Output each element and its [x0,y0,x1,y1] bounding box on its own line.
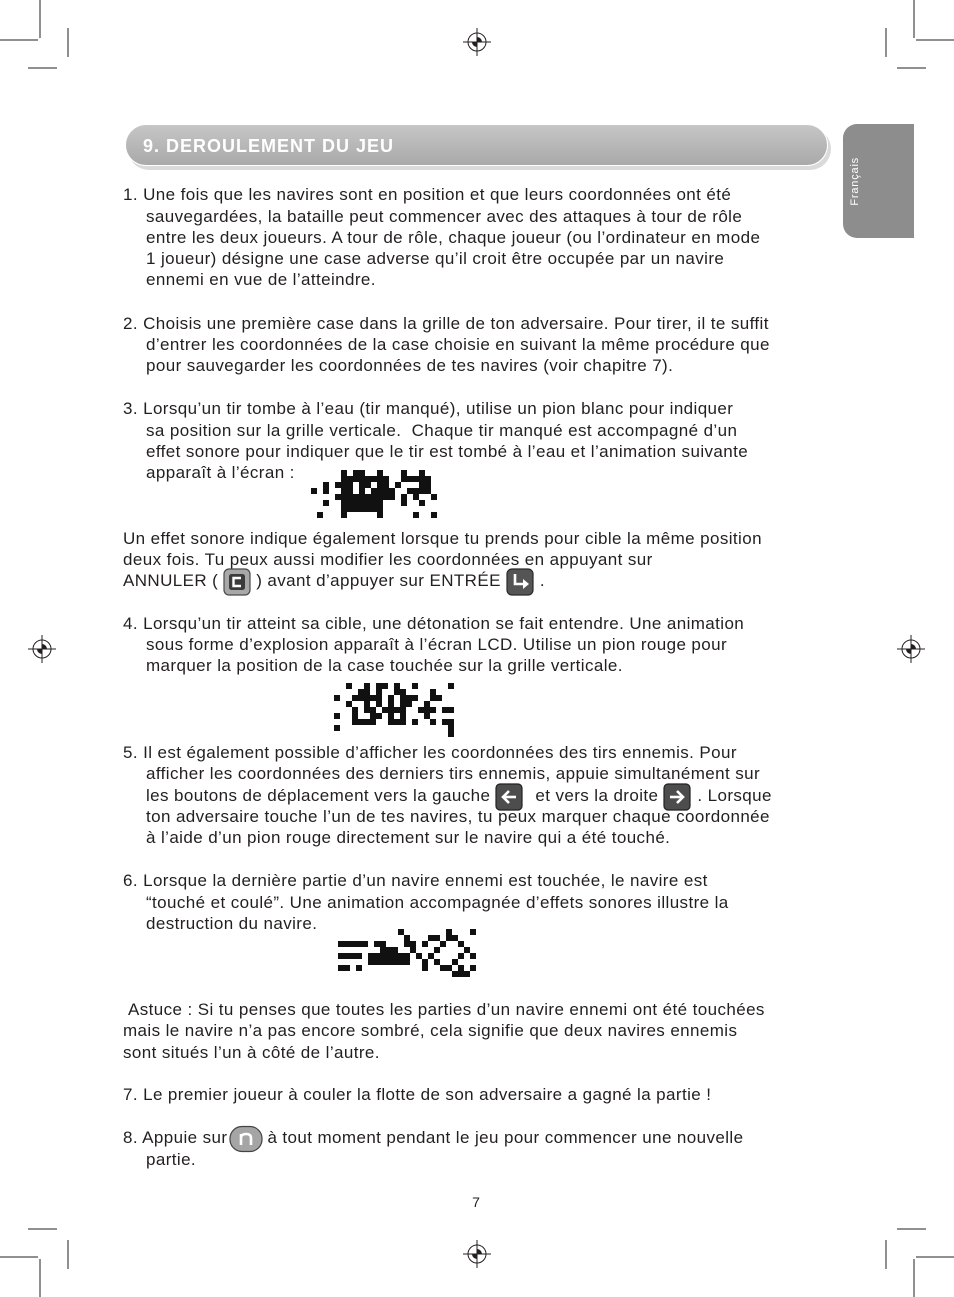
step5-text: . Lorsque [697,786,772,805]
section-header-bar [125,124,828,166]
note-text: ) avant d’appuyer sur ENTRÉE [256,571,501,590]
step8-line-with-button [123,1128,743,1148]
step5-line: 5. Il est également possible d’afficher les coordonnées des tirs ennemis. Pour [123,743,737,762]
step4-line: 4. Lorsqu’un tir atteint sa cible, une détonation se fait entendre. Une animation [123,614,745,633]
cancel-c-button-icon [223,568,251,596]
step5-line: ton adversaire touche l’un de tes navires, tu peux marquer chaque coordonnée [146,807,770,826]
note-line: deux fois. Tu peux aussi modifier les coordonnées en appuyant sur [123,550,653,569]
step1-line: 1 joueur) désigne une case adverse qu’il croit être occupée par un navire [146,249,725,268]
n-button-icon [229,1125,263,1153]
registration-mark-icon [463,1240,491,1268]
step5-text: les boutons de déplacement vers la gauche [146,786,491,805]
step8-text: 8. Appuie sur [123,1128,228,1147]
explosion-pixel-animation [328,683,460,737]
registration-mark-icon [897,635,925,663]
splash-pixel-animation [311,470,437,518]
tip-line: Astuce : Si tu penses que toutes les parties d’un navire ennemi ont été touchées [128,1000,765,1019]
step6-line: destruction du navire. [146,914,318,933]
page-number: 7 [472,1194,480,1210]
note-text: ANNULER ( [123,571,219,590]
registration-mark-icon [28,635,56,663]
step3-line: 3. Lorsqu’un tir tombe à l’eau (tir manqué), utilise un pion blanc pour indiquer [123,399,734,418]
step2-line: d’entrer les coordonnées de la case choisie en suivant la même procédure que [146,335,770,354]
step1-line: ennemi en vue de l’atteindre. [146,270,376,289]
step6-line: “touché et coulé”. Une animation accompagnée d’effets sonores illustre la [146,893,729,912]
step2-line: pour sauvegarder les coordonnées de tes navires (voir chapitre 7). [146,356,674,375]
step5-text: et vers la droite [535,786,659,805]
tip-line: sont situés l’un à côté de l’autre. [123,1043,380,1062]
note-line-with-buttons [123,571,545,591]
step8-line: partie. [146,1150,197,1169]
language-label: Français [849,157,861,206]
step8-text: à tout moment pendant le jeu pour commencer une nouvelle [267,1128,744,1147]
step1-line: 1. Une fois que les navires sont en position et que leurs coordonnées ont été [123,185,732,204]
step5-line: à l’aide d’un pion rouge directement sur le navire qui a été touché. [146,828,671,847]
tip-line: mais le navire n’a pas encore sombré, cela signifie que deux navires ennemis [123,1021,738,1040]
step3-line: apparaît à l’écran : [146,463,295,482]
step5-line-with-buttons [146,786,772,806]
step3-line: sa position sur la grille verticale. Chaque tir manqué est accompagné d’un [146,421,738,440]
step2-line: 2. Choisis une première case dans la grille de ton adversaire. Pour tirer, il te suffit [123,314,769,333]
sinking-ship-pixel-animation [338,929,482,983]
registration-mark-icon [463,28,491,56]
section-title: 9. DEROULEMENT DU JEU [143,136,395,156]
step3-line: effet sonore pour indiquer que le tir est tombé à l’eau et l’animation suivante [146,442,749,461]
step7-line: 7. Le premier joueur à couler la flotte de son adversaire a gagné la partie ! [123,1085,712,1104]
step4-line: marquer la position de la case touchée sur la grille verticale. [146,656,623,675]
step4-line: sous forme d’explosion apparaît à l’écran LCD. Utilise un pion rouge pour [146,635,728,654]
step1-line: entre les deux joueurs. A tour de rôle, chaque joueur (ou l’ordinateur en mode [146,228,761,247]
note-text: . [539,571,545,590]
step1-line: sauvegardées, la bataille peut commencer avec des attaques à tour de rôle [146,207,743,226]
note-line: Un effet sonore indique également lorsque tu prends pour cible la même position [123,529,762,548]
step6-line: 6. Lorsque la dernière partie d’un navire ennemi est touchée, le navire est [123,871,708,890]
step5-line: afficher les coordonnées des derniers tirs ennemis, appuie simultanément sur [146,764,761,783]
language-side-tab [843,124,914,238]
enter-button-icon [506,568,534,596]
